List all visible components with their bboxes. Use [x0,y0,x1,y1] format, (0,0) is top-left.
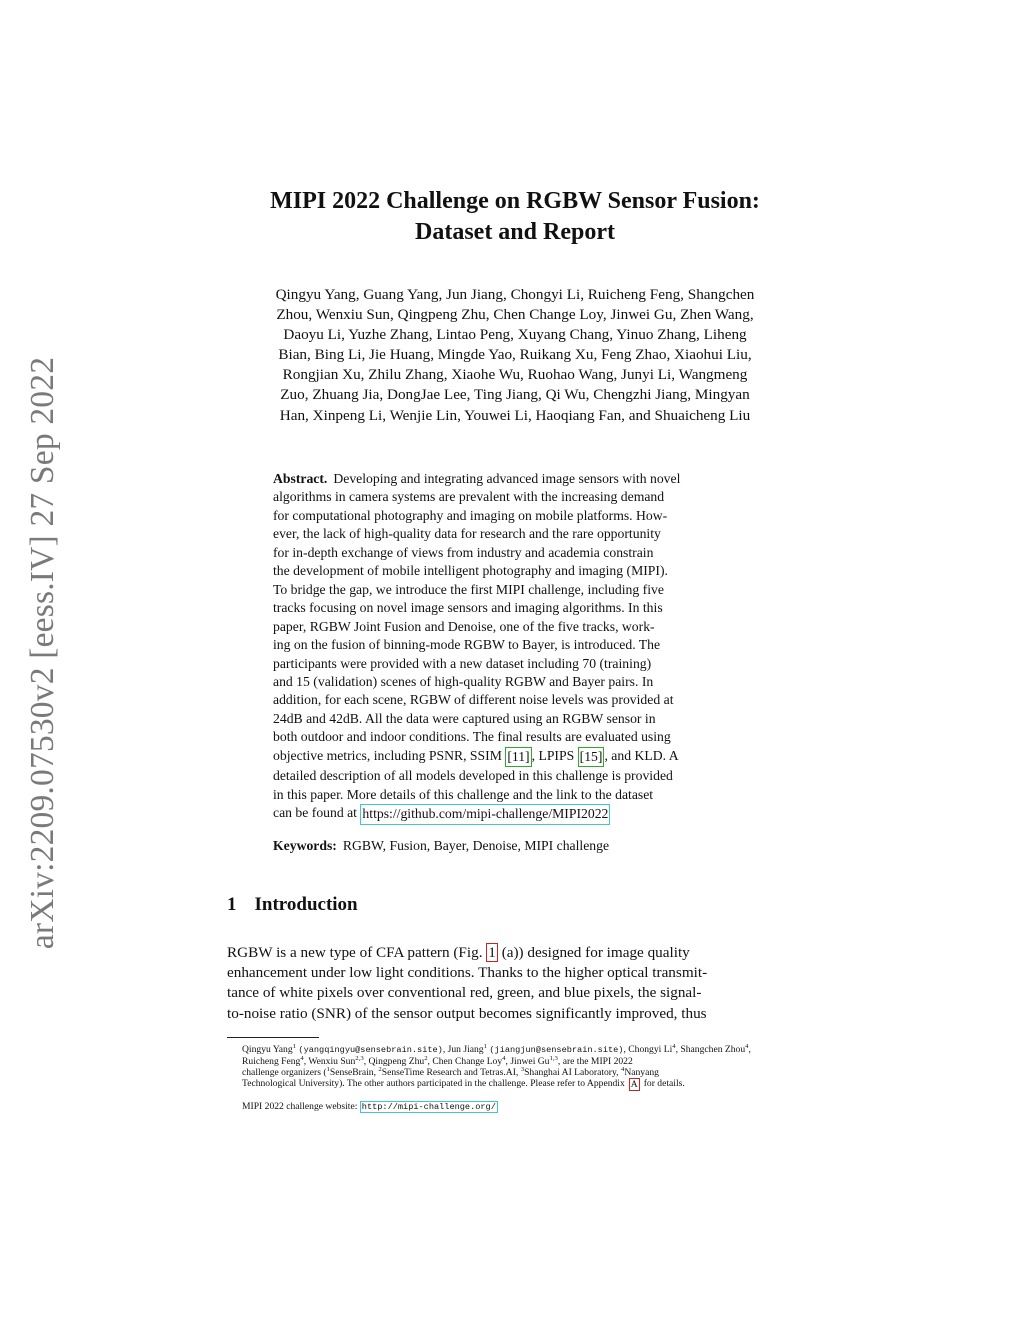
footnote-text: SenseBrain, [329,1067,379,1078]
keywords-label: Keywords: [273,838,337,853]
intro-line [227,943,805,963]
section-number: 1 [227,894,237,915]
intro-text-post: (a)) designed for image quality [501,944,690,961]
metrics-text-mid: , LPIPS [531,747,575,763]
footnote-text: challenge organizers ( [242,1067,327,1078]
metrics-text-post: , and KLD. A [604,747,679,763]
footnote-text: , Shangchen Zhou [675,1044,746,1055]
abstract-line [273,470,757,488]
website-label: MIPI 2022 challenge website: [242,1101,358,1112]
author-line: Han, Xinpeng Li, Wenjie Lin, Youwei Li, Haoqiang Fan, and Shuaicheng Liu [279,406,751,424]
author-list [222,285,808,426]
footnote-sup: 4 [300,1054,304,1062]
website-url-link[interactable]: http://mipi-challenge.org/ [361,1102,496,1112]
footnote-sup: 1,3 [549,1054,558,1062]
abstract-line: To bridge the gap, we introduce the first MIPI challenge, including five [273,581,664,597]
abstract [273,470,757,825]
footnote-text: Nanyang [624,1067,659,1078]
abstract-line: both outdoor and indoor conditions. The final results are evaluated using [273,729,671,745]
footnote-text: Technological University). The other authors participated in the challenge. Please refer to Appendix [242,1078,625,1089]
footnote-sup: 4 [745,1042,749,1050]
abstract-line: for in-depth exchange of views from industry and academia constrain [273,544,654,560]
footnote-text: Qingyu Yang [242,1044,293,1055]
author-line: Qingyu Yang, Guang Yang, Jun Jiang, Chongyi Li, Ruicheng Feng, Shangchen [275,286,755,303]
abstract-line: the development of mobile intelligent photography and imaging (MIPI). [273,563,668,579]
footnote [242,1044,805,1091]
url-prefix: can be found at [273,805,357,821]
footnote-line [242,1067,805,1078]
email-text: (yangqingyu@sensebrain.site) [298,1045,443,1055]
abstract-line: algorithms in camera systems are prevalent with the increasing demand [273,489,665,505]
abstract-line: in this paper. More details of this challenge and the link to the dataset [273,786,654,802]
title-line-1: MIPI 2022 Challenge on RGBW Sensor Fusion: [270,188,760,214]
footnote-sup: 4 [672,1042,676,1050]
footnote-text: Shanghai AI Laboratory, [524,1067,621,1078]
abstract-metrics-line [273,747,757,767]
footnote-text: for details. [643,1078,685,1089]
intro-line: tance of white pixels over conventional red, green, and blue pixels, the signal- [227,984,702,1002]
abstract-label: Abstract. [273,471,328,486]
footnote-sup: 2,3 [355,1054,364,1062]
footnote-text: , are the MIPI 2022 [557,1056,633,1067]
abstract-line: ever, the lack of high-quality data for research and the rare opportunity [273,526,661,542]
arxiv-id: arXiv:2209.07530v2 [eess.IV] 27 Sep 2022 [24,356,61,950]
author-line: Zuo, Zhuang Jia, DongJae Lee, Ting Jiang, Qi Wu, Chengzhi Jiang, Mingyan [280,386,750,404]
author-line: Daoyu Li, Yuzhe Zhang, Lintao Peng, Xuyang Chang, Yinuo Zhang, Liheng [283,326,747,344]
abstract-url-line [273,804,757,824]
footnote-sup: 1 [292,1042,297,1050]
title-line-2: Dataset and Report [415,219,615,245]
metrics-text-pre: objective metrics, including PSNR, SSIM [273,747,502,763]
email-text: (jiangjun@sensebrain.site) [489,1045,624,1055]
footnote-sup: 2 [424,1054,428,1062]
footnote-text: Ruicheng Feng [242,1056,301,1067]
section-title: Introduction [254,894,358,915]
footnote-text: , Chen Change Loy [427,1056,503,1067]
author-line: Zhou, Wenxiu Sun, Qingpeng Zhu, Chen Change Loy, Jinwei Gu, Zhen Wang, [276,306,754,324]
citation-link-15[interactable]: [15] [578,747,605,767]
abstract-line: for computational photography and imaging on mobile platforms. How- [273,507,668,523]
footnote-sup: 1 [326,1065,330,1073]
abstract-line: and 15 (validation) scenes of high-quality RGBW and Bayer pairs. In [273,673,654,689]
footnote-text: SenseTime Research and Tetras.AI, [381,1067,521,1078]
abstract-line: paper, RGBW Joint Fusion and Denoise, one of the five tracks, work- [273,618,655,634]
intro-line: enhancement under low light conditions. Thanks to the higher optical transmit- [227,964,708,982]
footnote-text: , Qingpeng Zhu [363,1056,425,1067]
footnote-text: , Jinwei Gu [505,1056,550,1067]
website-footnote [242,1101,498,1113]
paper-title [200,186,830,248]
section-heading [227,894,358,916]
keywords-text: RGBW, Fusion, Bayer, Denoise, MIPI challenge [342,838,610,853]
intro-paragraph [227,943,805,1024]
intro-text-pre: RGBW is a new type of CFA pattern (Fig. [227,944,483,961]
abstract-line: ing on the fusion of binning-mode RGBW to Bayer, is introduced. The [273,637,661,653]
footnote-text: , Chongyi Li [623,1044,673,1055]
abstract-text: Developing and integrating advanced image sensors with novel [333,471,681,486]
author-line: Rongjian Xu, Zhilu Zhang, Xiaohe Wu, Ruohao Wang, Junyi Li, Wangmeng [282,366,748,384]
author-line: Bian, Bing Li, Jie Huang, Mingde Yao, Ruikang Xu, Feng Zhao, Xiaohui Liu, [278,346,752,364]
footnote-line [242,1078,805,1091]
dataset-url-link[interactable]: https://github.com/mipi-challenge/MIPI2022 [360,804,610,824]
citation-link-11[interactable]: [11] [505,747,531,767]
footnote-text: , [748,1044,751,1055]
abstract-line: detailed description of all models developed in this challenge is provided [273,768,673,784]
figure-ref-link[interactable]: 1 [488,944,496,961]
footnote-sup: 3 [520,1065,525,1073]
intro-line: to-noise ratio (SNR) of the sensor output becomes significantly improved, thus [227,1004,707,1022]
footnote-sup: 1 [483,1042,487,1050]
abstract-line: tracks focusing on novel image sensors and imaging algorithms. In this [273,600,663,616]
keywords [273,837,609,855]
footnote-sup: 4 [502,1054,506,1062]
footnote-sup: 4 [620,1065,625,1073]
footnote-text: , Wenxiu Sun [303,1056,356,1067]
footnote-sup: 2 [378,1065,382,1073]
arxiv-stamp [22,352,64,954]
abstract-line: participants were provided with a new dataset including 70 (training) [273,655,652,671]
abstract-line: 24dB and 42dB. All the data were captured using an RGBW sensor in [273,710,656,726]
footnote-line [242,1044,805,1056]
abstract-line: addition, for each scene, RGBW of different noise levels was provided at [273,692,674,708]
footnote-text: , Jun Jiang [442,1044,484,1055]
footnote-rule [227,1037,319,1038]
appendix-ref-link[interactable]: A [630,1079,638,1090]
